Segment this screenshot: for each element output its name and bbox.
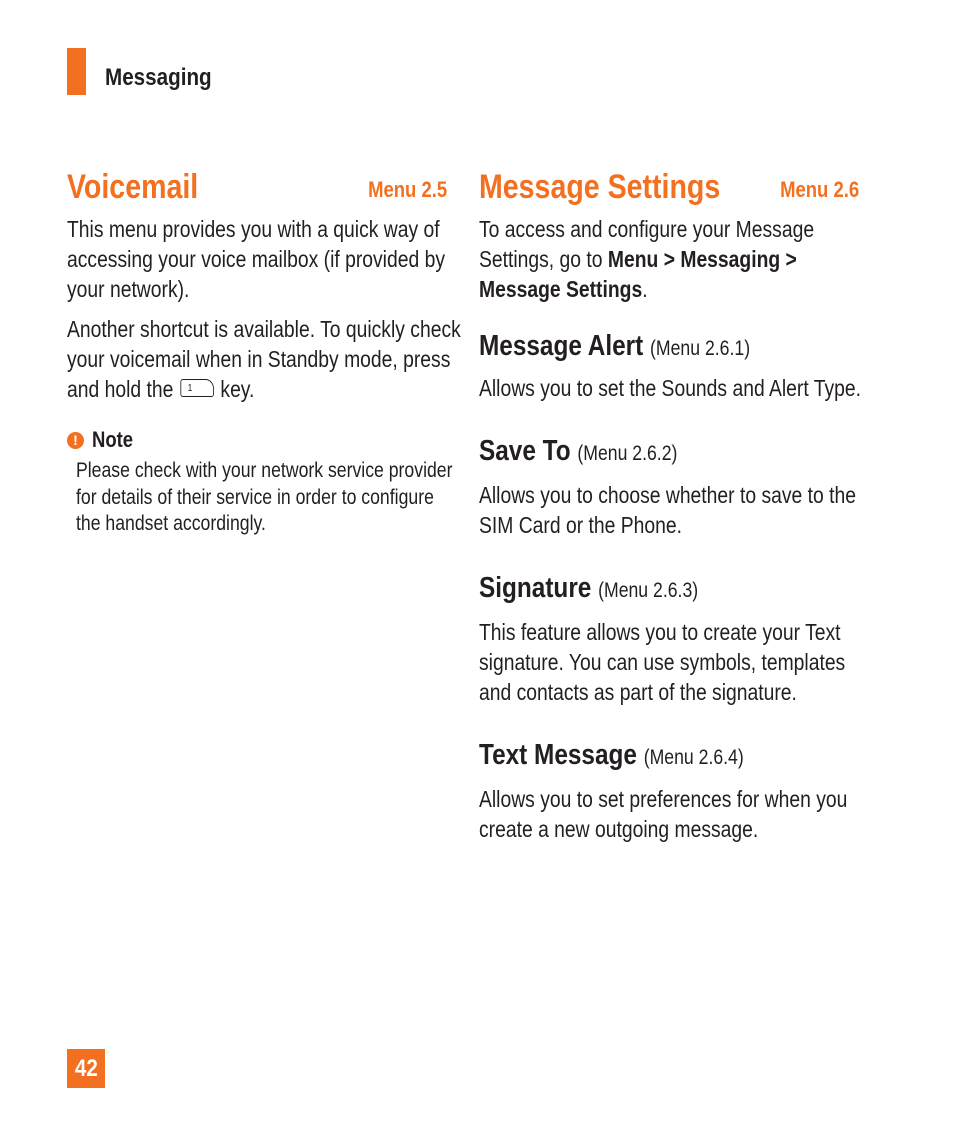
note-body <box>76 458 453 538</box>
text-line: your network). <box>67 276 190 302</box>
text-fragment: . <box>642 276 648 302</box>
voicemail-title: Voicemail <box>67 168 199 206</box>
section-title: Messaging <box>105 64 212 91</box>
subsection-title: Message Alert <box>479 330 644 362</box>
subsection-body <box>479 373 859 403</box>
note-heading <box>67 426 447 454</box>
message-settings-section <box>479 168 859 844</box>
text-line: your voicemail when in Standby mode, press <box>67 346 451 372</box>
voicemail-menu-ref: Menu 2.5 <box>367 177 447 202</box>
text-line <box>479 274 798 304</box>
text-line-with-key <box>67 374 386 404</box>
key-1-icon <box>180 379 214 397</box>
key-label: 1 <box>187 382 193 394</box>
text-line <box>479 244 798 274</box>
subsection-body <box>479 784 859 844</box>
subsection-title: Save To <box>479 435 571 467</box>
text-line: signature. You can use symbols, templates <box>479 649 846 675</box>
voicemail-section <box>67 168 461 538</box>
voicemail-description <box>67 214 447 304</box>
subsection-title: Signature <box>479 572 592 604</box>
menu-path: Message Settings <box>479 276 643 302</box>
text-line: Allows you to set the Sounds and Alert Type. <box>479 375 861 401</box>
text-line: and contacts as part of the signature. <box>479 679 797 705</box>
text-fragment: key. <box>220 376 255 402</box>
page-number-label: 42 <box>74 1055 98 1082</box>
subsection-heading <box>479 737 859 776</box>
text-line: create a new outgoing message. <box>479 816 759 842</box>
text-line: accessing your voice mailbox (if provided by <box>67 246 445 272</box>
text-line: Another shortcut is available. To quickly check <box>67 316 461 342</box>
subsection-body <box>479 617 859 707</box>
text-line: Allows you to choose whether to save to the <box>479 482 856 508</box>
subsection-menu-ref: (Menu 2.6.2) <box>577 442 678 465</box>
message-settings-menu-ref: Menu 2.6 <box>779 177 859 202</box>
text-line: Allows you to set preferences for when you <box>479 786 848 812</box>
section-accent-bar <box>67 48 86 95</box>
message-settings-intro <box>479 214 859 304</box>
note-title: Note <box>92 427 134 452</box>
exclamation-icon: ! <box>67 432 84 449</box>
subsection-body <box>479 480 859 540</box>
page-number <box>67 1049 105 1088</box>
message-settings-heading-row <box>479 168 859 212</box>
menu-path: Menu > Messaging > <box>607 246 797 272</box>
text-line: SIM Card or the Phone. <box>479 512 682 538</box>
text-fragment: and hold the <box>67 376 174 402</box>
subsection-heading <box>479 328 859 367</box>
text-line: for details of their service in order to configure <box>76 485 434 509</box>
voicemail-shortcut <box>67 314 461 404</box>
message-settings-title: Message Settings <box>479 168 721 206</box>
subsection-menu-ref: (Menu 2.6.4) <box>643 746 744 769</box>
subsection-menu-ref: (Menu 2.6.3) <box>598 579 699 602</box>
subsection-title: Text Message <box>479 739 637 771</box>
subsection-heading <box>479 570 859 609</box>
text-fragment: Settings, go to <box>479 246 608 272</box>
text-line: Please check with your network service provider <box>76 459 453 482</box>
text-line: the handset accordingly. <box>76 512 266 535</box>
voicemail-heading-row <box>67 168 447 212</box>
subsection-heading <box>479 433 859 472</box>
text-line: To access and configure your Message <box>479 216 815 242</box>
text-line: This menu provides you with a quick way of <box>67 216 440 242</box>
subsection-menu-ref: (Menu 2.6.1) <box>650 337 751 360</box>
text-line: This feature allows you to create your Text <box>479 619 841 645</box>
